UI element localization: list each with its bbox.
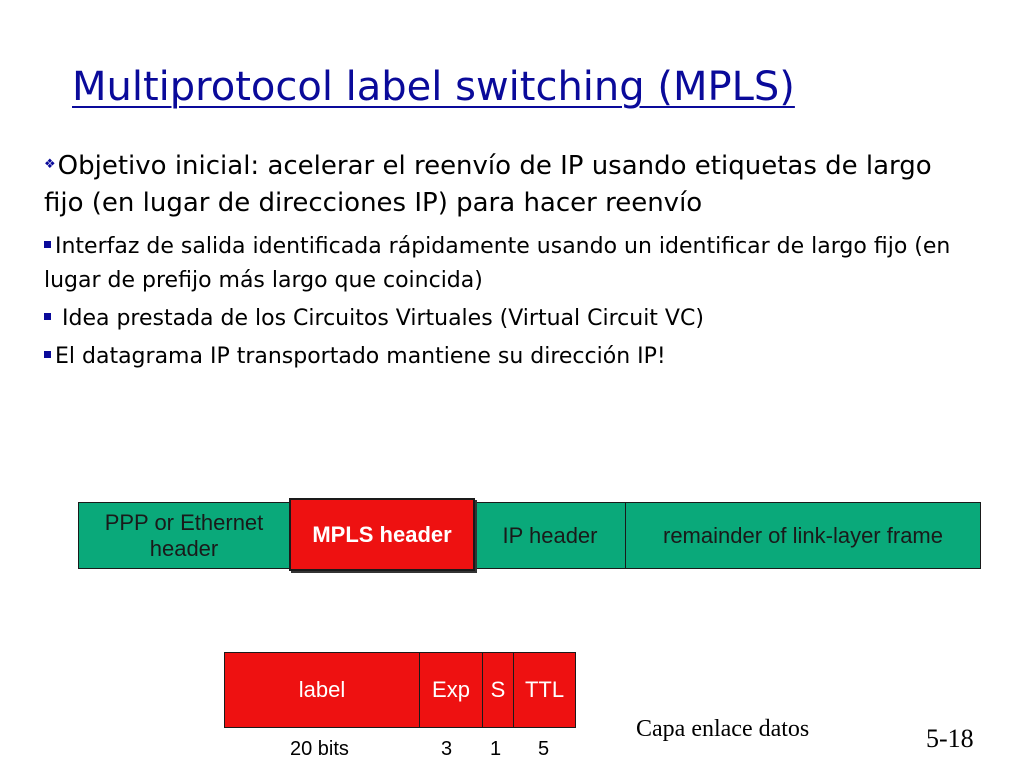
diamond-bullet-icon: ❖ [44,157,56,172]
label-field: label [224,652,420,728]
s-bits: 1 [490,738,502,760]
remainder-frame-segment: remainder of link-layer frame [625,502,981,569]
slide-title: Multiprotocol label switching (MPLS) [72,64,795,110]
exp-field: Exp [419,652,483,728]
label-bits: 20 bits [290,738,349,760]
square-bullet-icon [44,351,51,358]
mpls-header-segment: MPLS header [289,498,475,571]
ppp-ethernet-header-segment: PPP or Ethernet header [78,502,290,569]
square-bullet-icon [44,241,51,248]
square-bullet-icon [44,313,51,320]
link-layer-frame [78,498,981,571]
exp-bits: 3 [441,738,453,760]
chapter-footer: Capa enlace datos [636,716,810,742]
s-field: S [482,652,514,728]
ttl-bits: 5 [538,738,550,760]
main-bullet [44,146,974,222]
ttl-field: TTL [513,652,576,728]
slide-number: 5-18 [926,724,974,753]
sub-bullet-text: Idea prestada de los Circuitos Virtuales (Virtual Circuit VC) [55,306,704,331]
sub-bullet [44,302,974,336]
sub-bullet [44,230,974,298]
sub-bullet-text: El datagrama IP transportado mantiene su dirección IP! [55,344,666,369]
bullet-list [44,146,974,378]
mpls-header-fields [224,652,576,728]
sub-bullet [44,340,974,374]
ip-header-segment: IP header [474,502,626,569]
main-bullet-text: Objetivo inicial: acelerar el reenvío de IP usando etiquetas de largo fijo (en lugar de direcciones IP) para hacer reenvío [44,151,932,218]
sub-bullet-text: Interfaz de salida identificada rápidamente usando un identificar de largo fijo (en lugar de prefijo más largo que coincida) [44,234,951,293]
